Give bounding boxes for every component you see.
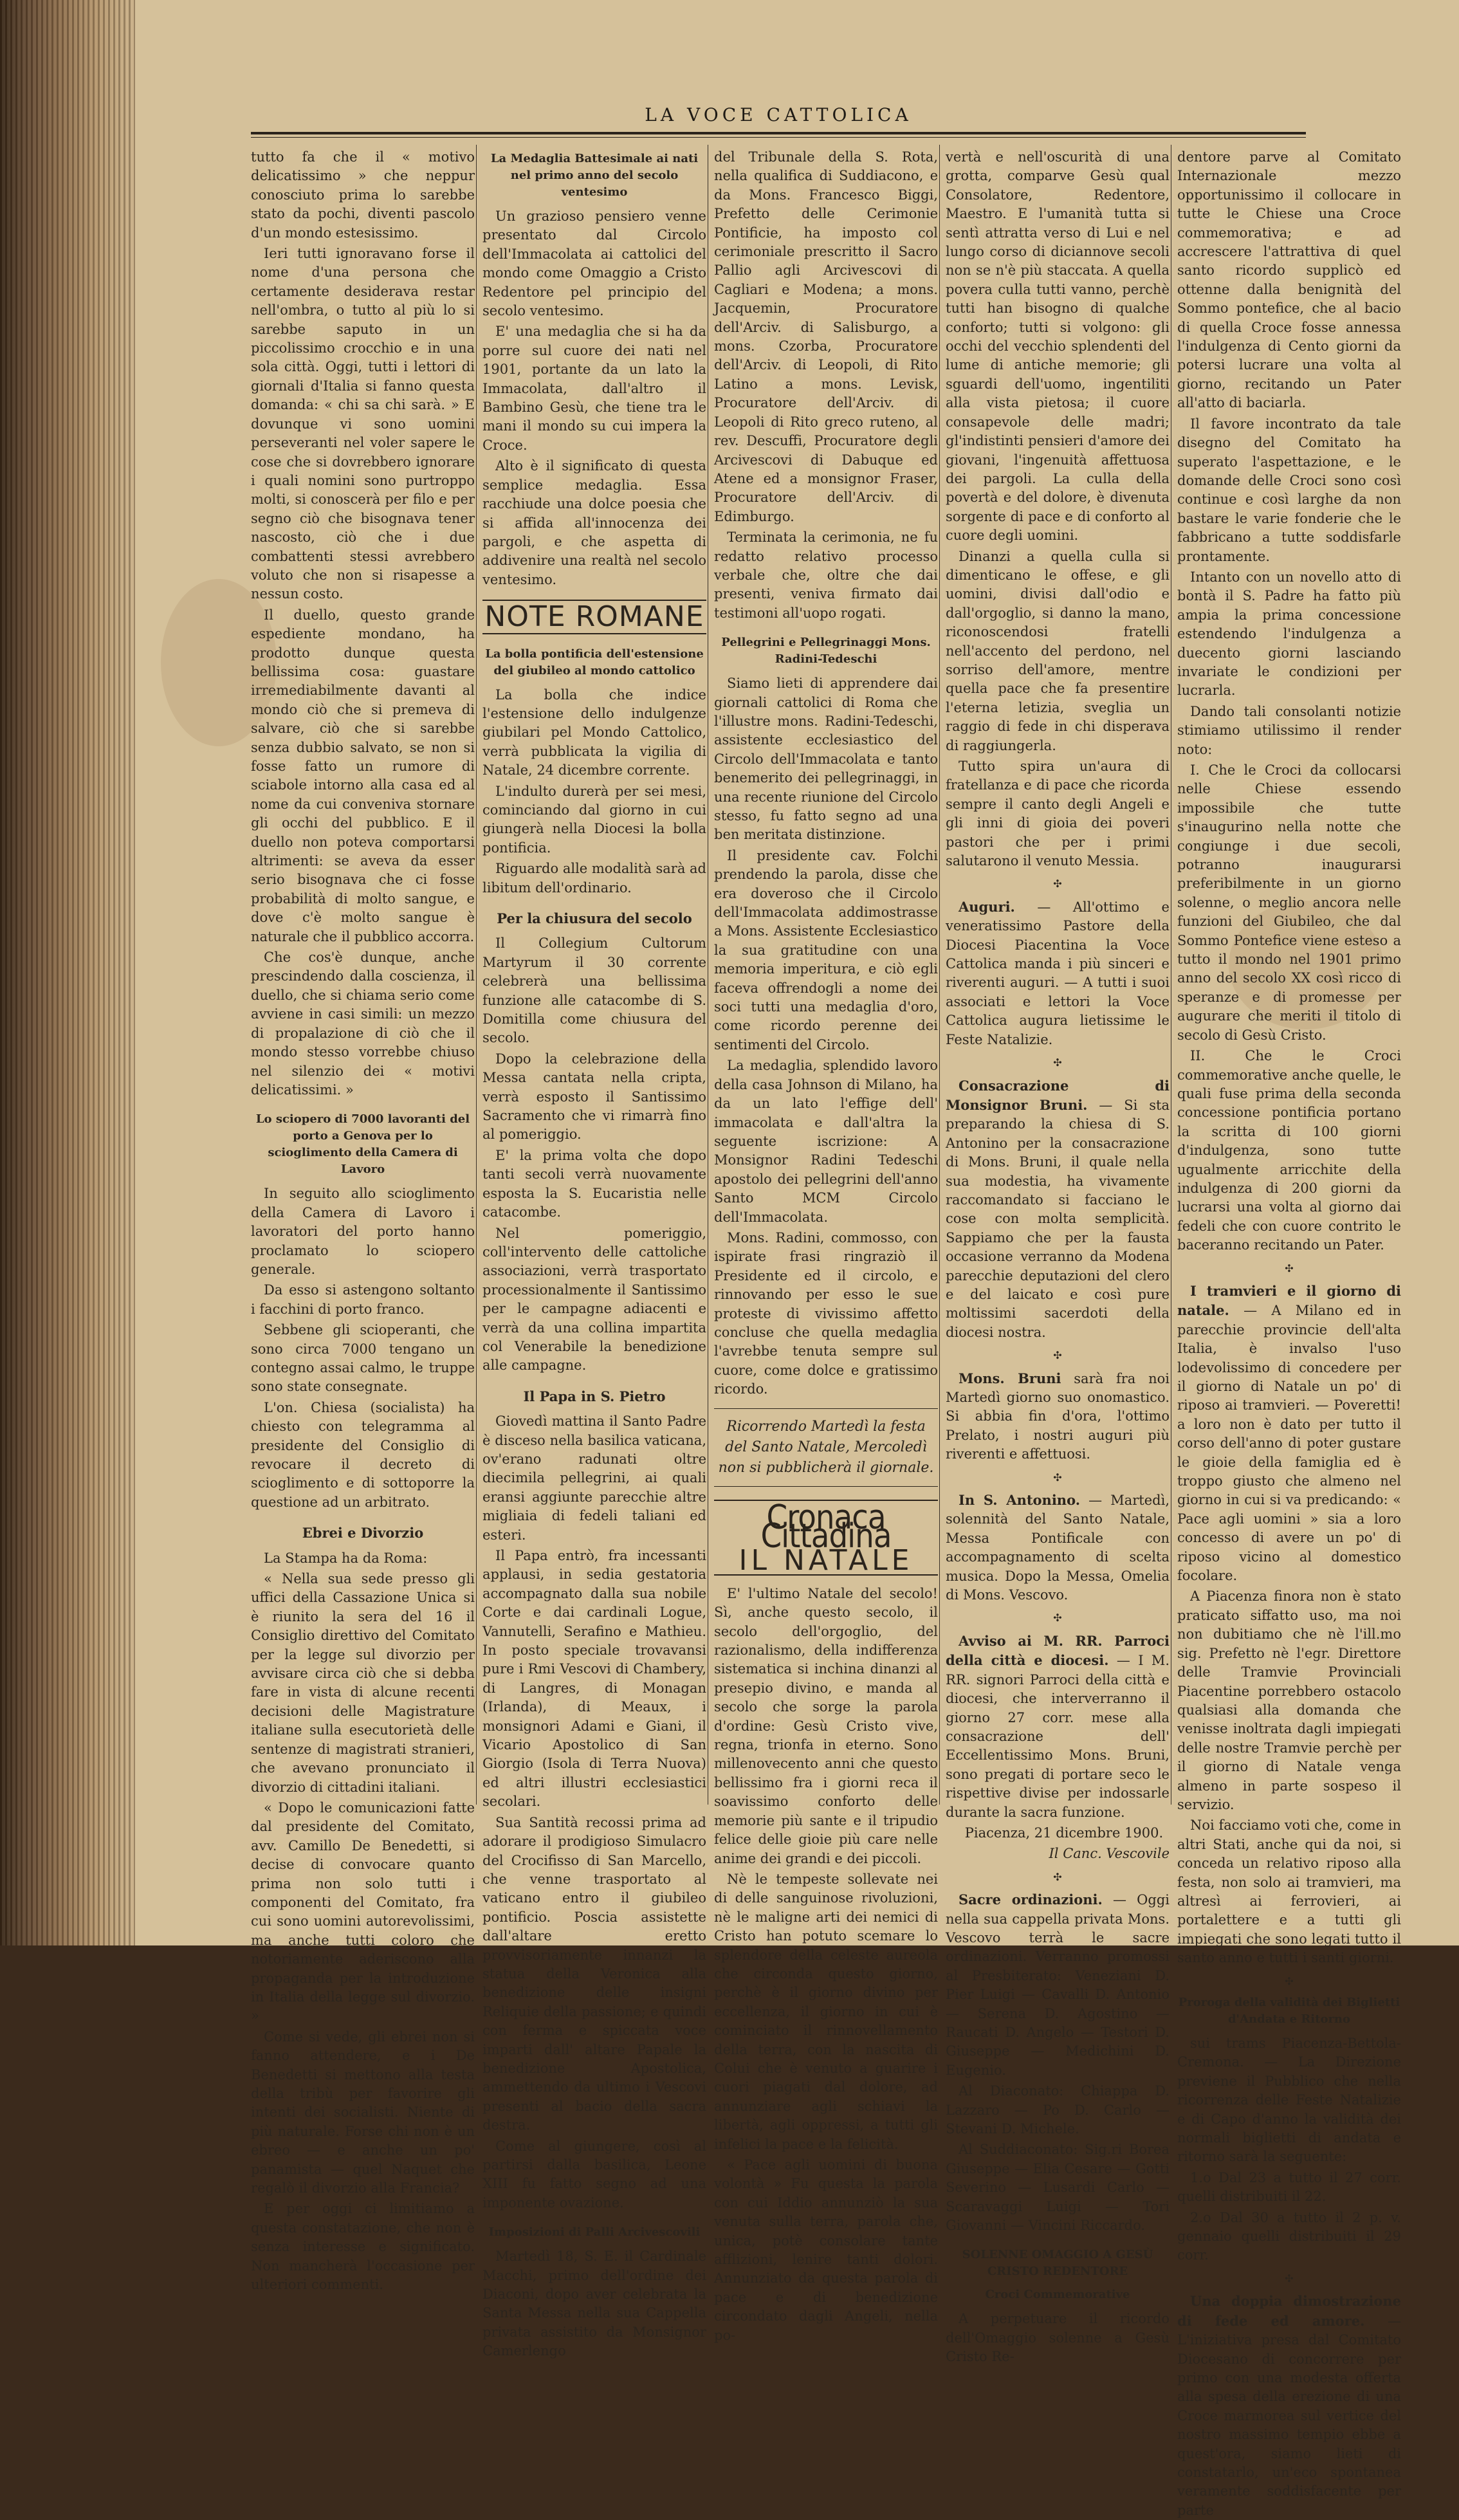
article-paragraph: Da esso si astengono soltanto i facchini di porto franco. [251, 1282, 475, 1317]
separator-ornament: ✣ [1285, 2272, 1294, 2285]
article-paragraph: « Pace agli uomini di buona volontà » Fu questa la parola con cui Iddio annunziò la sua venuta sulla terra, parola che, unica, potè consolare tante afflizioni, lenire tanti dolori. Annunziato da questa parola di pace e di benedizione circondato dagli Angeli, nella po- [714, 2157, 938, 2343]
separator-ornament: ✣ [1053, 1870, 1062, 1883]
brief-consacrazione [946, 1076, 1170, 1343]
separator-ornament: ✣ [1053, 1056, 1062, 1069]
separator-ornament: ✣ [1053, 878, 1062, 890]
article-paragraph: Come al giungere, così al partirsi dalla basilica, Leone XIII fu fatto segno ad una imponente ovazione. [482, 2138, 706, 2211]
brief-lead: Consacrazione di Monsignor Bruni. [946, 1077, 1170, 1113]
headline-natale: IL NATALE [714, 1551, 938, 1575]
article-paragraph: Che cos'è dunque, anche prescindendo dalla coscienza, il duello, che si chiama serio come avviene in casi simili: un mezzo di propalazione di ciò che il mondo stesso vorrebbe chiuso nel silenzio dei « motivi delicatissimi. » [251, 950, 475, 1098]
article-paragraph: vertà e nell'oscurità di una grotta, comparve Gesù qual Consolatore, Redentore, Maestro. E l'umanità tutta si sentì attratta verso di Lui e nel lungo corso di diciannove secoli non se n'è più staccata. A quella povera culla tutti vanno, perchè tutti han bisogno di qualche conforto; tutti si volgono: gli occhi del vecchio splendenti del lume di antiche memorie; gli sguardi dell'uomo, ingentiliti alla vista pietosa; il cuore consapevole delle madri; gl'indistinti pensieri d'amore dei giovani, l'ingenuità affettuosa dei pargoli. La culla della povertà e del dolore, è divenuta sorgente di pace e di conforto al cuore degli uomini. [946, 149, 1170, 544]
article-paragraph: Siamo lieti di apprendere dai giornali cattolici di Roma che l'illustre mons. Radini-Tedeschi, assistente ecclesiastico del Circolo dell'Immacolata e tanto benemerito dei pellegrinaggi, in una recente riunione del Circolo stesso, fu fatto segno ad una ben meritata distinzione. [714, 676, 938, 843]
masthead-rule-thin [251, 137, 1306, 138]
brief-lead: I tramvieri e il giorno di natale. [1177, 1282, 1401, 1319]
article-paragraph: Terminata la cerimonia, ne fu redatto relativo processo verbale che, oltre che dai presenti, veniva firmato dai testimoni all'uopo rogati. [714, 529, 938, 621]
article-paragraph: Dopo la celebrazione della Messa cantata nella cripta, verrà esposto il Santissimo Sacramento che vi rimarrà fino al pomeriggio. [482, 1051, 706, 1143]
headline-medaglia: La Medaglia Battesimale ai nati nel primo anno del secolo ventesimo [490, 152, 699, 199]
headline-pellegrini: Pellegrini e Pellegrinaggi Mons. Radini-Tedeschi [721, 636, 931, 667]
brief-lead: Mons. Bruni [959, 1370, 1061, 1386]
brief-bruni [946, 1369, 1170, 1464]
section-header-note-romane: NOTE ROMANE [482, 600, 706, 634]
headline-proroga: Proroga della validità dei Biglietti d'Andata e Ritorno [1178, 1996, 1400, 2026]
separator-ornament: ✣ [1285, 1262, 1294, 1274]
headline-ebrei: Ebrei e Divorzio [302, 1525, 424, 1541]
article-paragraph: Mons. Radini, commosso, con ispirate frasi ringraziò il Presidente ed il circolo, e rinnovando per esso le sue proteste di vivissimo affetto concluse che quella medaglia l'avrebbe tenuta sempre sul cuore, come dolce e gratissimo ricordo. [714, 1229, 938, 1397]
article-paragraph: 2.o Dal 30 a tutto il 2 p. v. gennaio quelli distribuiti il 29 corr. [1177, 2209, 1401, 2263]
headline-papa: Il Papa in S. Pietro [523, 1388, 666, 1404]
article-paragraph: Il duello, questo grande espediente mondano, ha prodotto dunque questa bellissima cosa: guastare irremediabilmente davanti al mondo ciò che si premeva di salvare, ciò che si sarebbe senza dubbio salvato, se non si fosse fatto un rumore di sciabole intorno alla casa ed al nome da cui conveniva stornare gli occhi del pubblico. E il duello non poteva comportarsi altrimenti: se aveva da esser serio bisognava che ci fosse probabilità di molto sangue, e dove c'è molto sangue è naturale che il pubblico accorra. [251, 607, 475, 944]
column-rule [476, 145, 477, 1805]
brief-tramvieri [1177, 1282, 1401, 1586]
article-paragraph: dentore parve al Comitato Internazionale mezzo opportunissimo il collocare in tutte le Chiese una Croce commemorativa; e ad accrescere l'attrattiva di quel santo ricordo supplicò ed ottenne dalla benignità del Sommo pontefice, che al bacio di quella Croce fosse annessa l'indulgenza di Cento giorni da potersi lucrare una volta al giorno, recitando un Pater all'atto di baciarla. [1177, 149, 1401, 411]
article-paragraph: Al Suddiaconato: Sig.ri Borea Giuseppe — Elia Cesare — Gotti Severino — Lusardi Carlo — Scaravaggi Luigi — Tori Giovanni — Vincini Riccardo. [946, 2142, 1170, 2234]
article-paragraph: II. Che le Croci commemorative anche quelle, le quali fuse prima della seconda concessione pontificia portano la scritta di 100 giorni d'indulgenza, sono tutte ugualmente arricchite della indulgenza di 200 giorni da lucrarsi una volta al giorno dai fedeli che con cuore contrito le baceranno recitando un Pater. [1177, 1048, 1401, 1253]
separator-ornament: ✣ [1053, 1471, 1062, 1484]
brief-text: — Oggi nella sua cappella privata Mons. Vescovo terrà le sacre ordinazioni. Verranno promossi al Presbiterato: Veneziani D. Pier Luigi — Cavalli D. Antonio — Serena D. Agostino — Raucati D. Angelo — Testori D. Giuseppe — Medichini D. Eugenio. [946, 1892, 1170, 2078]
column-5 [1177, 148, 1401, 2518]
brief-lead: Auguri. [959, 898, 1015, 915]
article-paragraph: E per oggi ci limitiamo a questa constatazione, che non è senza interesse e significato. Non mancherà l'occasione per ulteriori commenti. [251, 2201, 475, 2293]
column-rule [939, 145, 940, 1805]
column-1 [251, 148, 475, 2293]
headline-sciopero: Lo sciopero di 7000 lavoranti del porto a Genova per lo scioglimento della Camera di Lavoro [255, 1112, 470, 1177]
avviso-signature: Il Canc. Vescovile [1049, 1846, 1170, 1862]
article-paragraph: A Piacenza finora non è stato praticato siffatto uso, ma noi non dubitiamo che nè l'ill.mo sig. Prefetto nè l'egr. Direttore delle Tramvie Provinciali Piacentine porrebbero ostacolo qualsiasi alla domanda che venisse inoltrata dagli impiegati delle nostre Tramvie perchè per il giorno di Natale venga almeno in parte sospeso il servizio. [1177, 1588, 1401, 1812]
brief-antonino [946, 1491, 1170, 1605]
headline-chiusura: Per la chiusura del secolo [497, 910, 692, 926]
brief-text: — Martedì, solennità del Santo Natale, Messa Pontificale con accompagnamento di scelta musica. Dopo la Messa, Omelia di Mons. Vescovo. [946, 1493, 1170, 1603]
column-4 [946, 148, 1170, 2365]
article-paragraph: Giovedì mattina il Santo Padre è disceso nella basilica vaticana, ov'erano radunati oltre diecimila pellegrini, ai quali eransi aggiunte parecchie altre migliaia di fedeli taliani ed esteri. [482, 1413, 706, 1543]
article-paragraph: In seguito allo scioglimento della Camera di Lavoro i lavoratori del porto hanno proclamato lo sciopero generale. [251, 1186, 475, 1277]
article-paragraph: Al Diaconato: Chiappa D. Lazzaro — Po D. Carlo — Stevani D. Michele. [946, 2083, 1170, 2137]
section-header-cronaca: Cronaca Cittadina [714, 1500, 938, 1547]
brief-lead: Avviso ai M. RR. Parroci della città e diocesi. [946, 1632, 1170, 1669]
article-paragraph: A perpetuare il ricordo dell'Omaggio solenne a Gesù Cristo Re- [946, 2311, 1170, 2365]
article-paragraph: Sua Santità recossi prima ad adorare il prodigioso Simulacro del Crocifisso di San Marcello, che venne trasportato al vaticano entro il giubileo pontificio. Poscia assistette dall'altare eretto provvisoriamente innanzi la statua della Veronica alla benedizione delle insigni Reliquie della passione; e quindi con ferma e spiccata voce imparti dall' altare Papale la benedizione Apostolica, ammettendo da ultimo i Vescovi presenti al bacio della sacra destra. [482, 1814, 706, 2133]
newspaper-page [135, 0, 1459, 2518]
brief-lead: Una doppia dimostrazione di fede ed amore. [1177, 2293, 1401, 2329]
article-paragraph: Sebbene gli scioperanti, che sono circa 7000 tengano un contegno assai calmo, le truppe sono state consegnate. [251, 1322, 475, 1395]
article-paragraph: Dando tali consolanti notizie stimiamo utilissimo il render noto: [1177, 703, 1401, 757]
article-paragraph: E' l'ultimo Natale del secolo! Sì, anche questo secolo, il secolo dell'orgoglio, del razionalismo, della indifferenza sistematica si inchina dinanzi al presepio divino, e manda al secolo che sorge la parola d'ordine: Gesù Cristo vive, regna, trionfa in eterno. Sono millenovecento anni che questo bellissimo fra i giorni reca il soavissimo conforto delle memorie più sante e il tripudio felice delle gioie più care nelle anime dei grandi e dei piccoli. [714, 1585, 938, 1866]
brief-text: — All'ottimo e veneratissimo Pastore della Diocesi Piacentina la Voce Cattolica manda i più sinceri e riverenti auguri. — A tutti i suoi associati e lettori la Voce Cattolica augura lietissime le Feste Natalizie. [946, 899, 1170, 1047]
separator-ornament: ✣ [1285, 1974, 1294, 1987]
article-paragraph: Come si vede, gli ebrei non si fanno attendere, e i De Benedetti si mettono alla testa della tribù per favorire gli intenti dei socialisti. Niente di più naturale. Forse chi non è un ebreo — e anche un po' panamista — quel Naquet che regalò il divorzio alla Francia? [251, 2028, 475, 2196]
article-paragraph: tutto fa che il « motivo delicatissimo » che neppur conosciuto prima lo sarebbe stato da pochi, diventi pascolo d'un mondo estesissimo. [251, 149, 475, 241]
article-paragraph: Alto è il significato di questa semplice medaglia. Essa racchiude una dolce poesia che si affida all'innocenza dei pargoli, e che aspetta di addivenire una realtà nel secolo ventesimo. [482, 458, 706, 587]
article-paragraph: Martedì 18, S. E. il Cardinale Macchi, primo dell'ordine dei Diaconi, dopo aver celebrata la Santa Messa nella sua Cappella privata assistito da Monsignor Camerlengo [482, 2249, 706, 2359]
brief-doppia [1177, 2292, 1401, 2520]
article-paragraph: L'on. Chiesa (socialista) ha chiesto con telegramma al presidente del Consiglio di revocare il decreto di scioglimento e di sottoporre la questione ad un arbitrato. [251, 1399, 475, 1510]
publication-notice: Ricorrendo Martedì la festa del Santo Natale, Mercoledì non si pubblicherà il giornale. [714, 1408, 938, 1487]
article-paragraph: Tutto spira un'aura di fratellanza e di pace che ricorda sempre il canto degli Angeli e gli inni di gioia dei poveri pastori che per i primi salutarono il venuto Messia. [946, 759, 1170, 869]
article-paragraph: Riguardo alle modalità sarà ad libitum dell'ordinario. [482, 861, 706, 896]
article-paragraph: Intanto con un novello atto di bontà il S. Padre ha fatto più ampia la prima concessione estendendo l'indulgenza a duecento giorni lasciando invariate le condizioni per lucrarla. [1177, 569, 1401, 699]
article-paragraph: Il favore incontrato da tale disegno del Comitato ha superato l'aspettazione, e le domande delle Croci sono così continue e così larghe da non bastare le varie fonderie che le fabbricano a tutte soddisfarle prontamente. [1177, 416, 1401, 564]
brief-lead: Sacre ordinazioni. [959, 1891, 1103, 1908]
column-3 [714, 148, 938, 2343]
brief-sacre [946, 1890, 1170, 2080]
brief-lead: In S. Antonino. [959, 1492, 1081, 1509]
headline-bolla: La bolla pontificia dell'estensione del giubileo al mondo cattolico [485, 647, 704, 677]
brief-text: sarà fra noi Martedì giorno suo onomastico. Si abbia fin d'ora, l'ottimo Prelato, i nostri auguri più riverenti e affettuosi. [946, 1370, 1170, 1462]
article-paragraph: « Nella sua sede presso gli uffici della Cassazione Unica si è riunito la sera del 16 il Consiglio direttivo del Comitato per la legge sul divorzio per avvisare circa ciò che si debba fare in vista di alcune recenti decisioni delle Magistrature italiane sulla esecutorietà delle sentenze di magistrati stranieri, che avevano pronunciato il divorzio di cittadini italiani. [251, 1571, 475, 1795]
article-paragraph: Noi facciamo voti che, come in altri Stati, anche qui da noi, si conceda un relativo riposo alla festa, non solo ai tramvieri, ma altresì ai ferrovieri, ai portalettere e a tutti gli impiegati che sono legati tutto il santo anno e tutti i santi giorni. [1177, 1817, 1401, 1966]
headline-palli: Imposizioni di Palli Arcivescovili [488, 2225, 701, 2239]
article-paragraph: Nè le tempeste sollevate nei di delle sanguinose rivoluzioni, nè le maligne arti dei nemici di Cristo han potuto scemare lo splendore della celeste aureola che circonda questo giorno, perchè è il giorno divino per eccellenza, il giorno in cui è cominciato il rinnovellamento della terra, con la nascita di Colui che è venuto a guarire i cuori piagati dal dolore, ad annunziare agli schiavi la libertà, agli oppressi, a tutti gli infelici la pace e la felicità. [714, 1871, 938, 2152]
article-paragraph: Il presidente cav. Folchi prendendo la parola, disse che era doveroso che il Circolo dell'Immacolata addimostrasse a Mons. Assistente Ecclesiastico la sua gratitudine con una memoria imperitura, e ciò egli faceva offrendogli a nome dei soci tutti una medaglia d'oro, come ricordo perenne dei sentimenti del Circolo. [714, 847, 938, 1053]
article-paragraph: sui trams Piacenza-Bettola-Cremona. — La Direzione previene il Pubblico che nella ricorrenza delle Feste Natalizie e di Capo d'anno la validità dei normali biglietti di andata e ritorno sarà la seguente: [1177, 2036, 1401, 2165]
article-paragraph: E' una medaglia che si ha da porre sul cuore dei nati nel 1901, portante da un lato la Immacolata, dall'altro il Bambino Gesù, che tiene tra le mani il mondo su cui impera la Croce. [482, 324, 706, 453]
article-paragraph: del Tribunale della S. Rota, nella qualifica di Suddiacono, e da Mons. Francesco Biggi, Prefetto delle Cerimonie Pontificie, ha imposto col cerimoniale prescritto il Sacro Pallio agli Arcivescovi di Cagliari e Modena; a mons. Jacquemin, Procuratore dell'Arciv. di Salisburgo, a mons. Czorba, Procuratore dell'Arciv. di Leopoli, di Rito Latino a mons. Levisk, Procuratore dell'Arciv. di Leopoli di Rito greco ruteno, al rev. Descuffi, Procuratore degli Arcivescovi di Dabuque ed Atene ed a monsignor Fraser, Procuratore dell'Arciv. di Edimburgo. [714, 149, 938, 524]
article-paragraph: I. Che le Croci da collocarsi nelle Chiese essendo impossibile che tutte s'inaugurino nella notte che congiunge i due secoli, potranno inaugurarsi preferibilmente in un giorno solenne, o meglio ancora nelle funzioni del Giubileo, che dal Sommo Pontefice viene esteso a tutto il mondo nel 1901 primo anno del secolo XX così ricco di speranze e di promesse per augurare che meriti il titolo di secolo di Gesù Cristo. [1177, 762, 1401, 1043]
brief-text: — L'iniziativa presa dal Comitato Diocesano di concorrere per primo con una modesta offerta alla spesa della erezione di una Croce marmorea sul vertice del nostro massimo tempio ebbe a quest'ora, siamo lieti di constatarlo, un'eco spontanea veramente soddisfacente per parte [1177, 2313, 1401, 2518]
article-paragraph: E' la prima volta che dopo tanti secoli verrà nuovamente esposta la S. Eucaristia nelle catacombe. [482, 1147, 706, 1220]
article-paragraph: Dinanzi a quella culla si dimenticano le offese, e gli uomini, divisi dall'odio e dall'orgoglio, si danno la mano, riconoscendosi fratelli nell'accento del perdono, nel sorriso dell'amore, mentre quella pace che fa presentire l'eterna letizia, sveglia un raggio di fede in chi disperava di raggiungerla. [946, 548, 1170, 753]
separator-ornament: ✣ [1053, 1349, 1062, 1362]
article-paragraph: L'indulto durerà per sei mesi, cominciando dal giorno in cui giungerà nella Diocesi la bolla pontificia. [482, 783, 706, 856]
article-paragraph: Un grazioso pensiero venne presentato dal Circolo dell'Immacolata ai cattolici del mondo come Omaggio a Cristo Redentore pel principio del secolo ventesimo. [482, 208, 706, 319]
brief-text: — Si sta preparando la chiesa di S. Antonino per la consacrazione di Mons. Bruni, il quale nella sua modestia, ha vivamente raccomandato si facciano le cose con molta semplicità. Sappiamo che per la fausta occasione verranno da Modena parecchie deputazioni del clero e del laicato e così pure moltissimi sacerdoti della diocesi nostra. [946, 1097, 1170, 1340]
article-paragraph: La medaglia, splendido lavoro della casa Johnson di Milano, ha da un lato l'effige dell' immacolata e dall'altra la seguente iscrizione: A Monsignor Radini Tedeschi apostolo dei pellegrini dell'anno Santo MCM Circolo dell'Immacolata. [714, 1058, 938, 1225]
article-paragraph: Il Papa entrò, fra incessanti applausi, in sedia gestatoria accompagnato dalla sua nobile Corte e dai cardinali Logue, Vannutelli, Serafino e Mathieu. In posto speciale trovavansi pure i Rmi Vescovi di Chambery, di Langres, di Monagan (Irlanda), di Meaux, i monsignori Adami e Giani, il Vicario Apostolico di San Giorgio (Isola di Terra Nuova) ed altri illustri ecclesiastici secolari. [482, 1548, 706, 1810]
article-paragraph: Il Collegium Cultorum Martyrum il 30 corrente celebrerà una bellissima funzione alle catacombe di S. Domitilla come chiusura del secolo. [482, 935, 706, 1046]
separator-ornament: ✣ [1053, 1612, 1062, 1624]
masthead: LA VOCE CATTOLICA [645, 104, 912, 125]
book-binding-edge [0, 0, 135, 1945]
brief-text: — I M. RR. signori Parroci della città e diocesi, che interverranno il giorno 27 corr. mese alla consacrazione dell' Eccellentissimo Mons. Bruni, sono pregati di portare seco le rispettive divise per indossarle durante la sacra funzione. [946, 1653, 1170, 1820]
brief-avviso [946, 1632, 1170, 1822]
article-paragraph: La Stampa ha da Roma: [264, 1550, 428, 1566]
brief-text: — A Milano ed in parecchie provincie dell'alta Italia, è invalso l'uso lodevolissimo di concedere per il giorno di Natale un po' di riposo ai tramvieri. — Poveretti! a loro non è dato per tutto il corso dell'anno di poter gustare le gioie della famiglia ed è troppo giusto che almeno nel giorno in cui si va predicando: « Pace agli uomini » sia a loro concesso di avere un po' di riposo vicino al domestico focolare. [1177, 1303, 1401, 1584]
brief-auguri [946, 897, 1170, 1049]
avviso-date: Piacenza, 21 dicembre 1900. [964, 1825, 1164, 1841]
article-paragraph: Nel pomeriggio, coll'intervento delle cattoliche associazioni, verrà trasportato processionalmente il Santissimo per le campagne adiacenti e verrà da una collina impartita col Venerabile la benedizione alle campagne. [482, 1225, 706, 1374]
headline-omaggio: SOLENNE OMAGGIO A GESÙ CRISTO REDENTORE [962, 2248, 1153, 2279]
masthead-rule [251, 132, 1306, 134]
article-paragraph: Ieri tutti ignoravano forse il nome d'una persona che certamente desiderava restar nell'ombra, o tutto al più lo si sarebbe saputo in un piccolissimo crocchio e in una sola città. Oggi, tutti i lettori di giornali d'Italia si fanno questa domanda: « chi sa chi sarà. » E dovunque vi sono uomini perseveranti nel voler sapere le cose che si dovrebbero ignorare i quali nomini sono purtroppo molti, si conoscerà per filo e per segno ciò che bisognava tener nascosto, ciò che i due combattenti stessi avrebbero voluto che non si risapesse a nessun costo. [251, 246, 475, 602]
article-paragraph: La bolla che indice l'estensione dello indulgenze giubilari pel Mondo Cattolico, verrà pubblicata la vigilia di Natale, 24 dicembre corrente. [482, 686, 706, 778]
headline-croci: Croci Commemorative [985, 2288, 1130, 2302]
article-paragraph: « Dopo le comunicazioni fatte dal presidente del Comitato, avv. Camillo De Benedetti, si decise di convocare quanto prima non solo tutti i componenti del Comitato, fra cui sono uomini autorevolissimi, ma anche tutti coloro che notoriamente aderiscono alla propaganda per la introduzione in Italia della legge sul divorzio. » [251, 1799, 475, 2024]
article-paragraph: 1.o Dal 23 a tutto il 27 corr. quelli distribuiti il 22. [1177, 2169, 1401, 2205]
column-2 [482, 148, 706, 2359]
